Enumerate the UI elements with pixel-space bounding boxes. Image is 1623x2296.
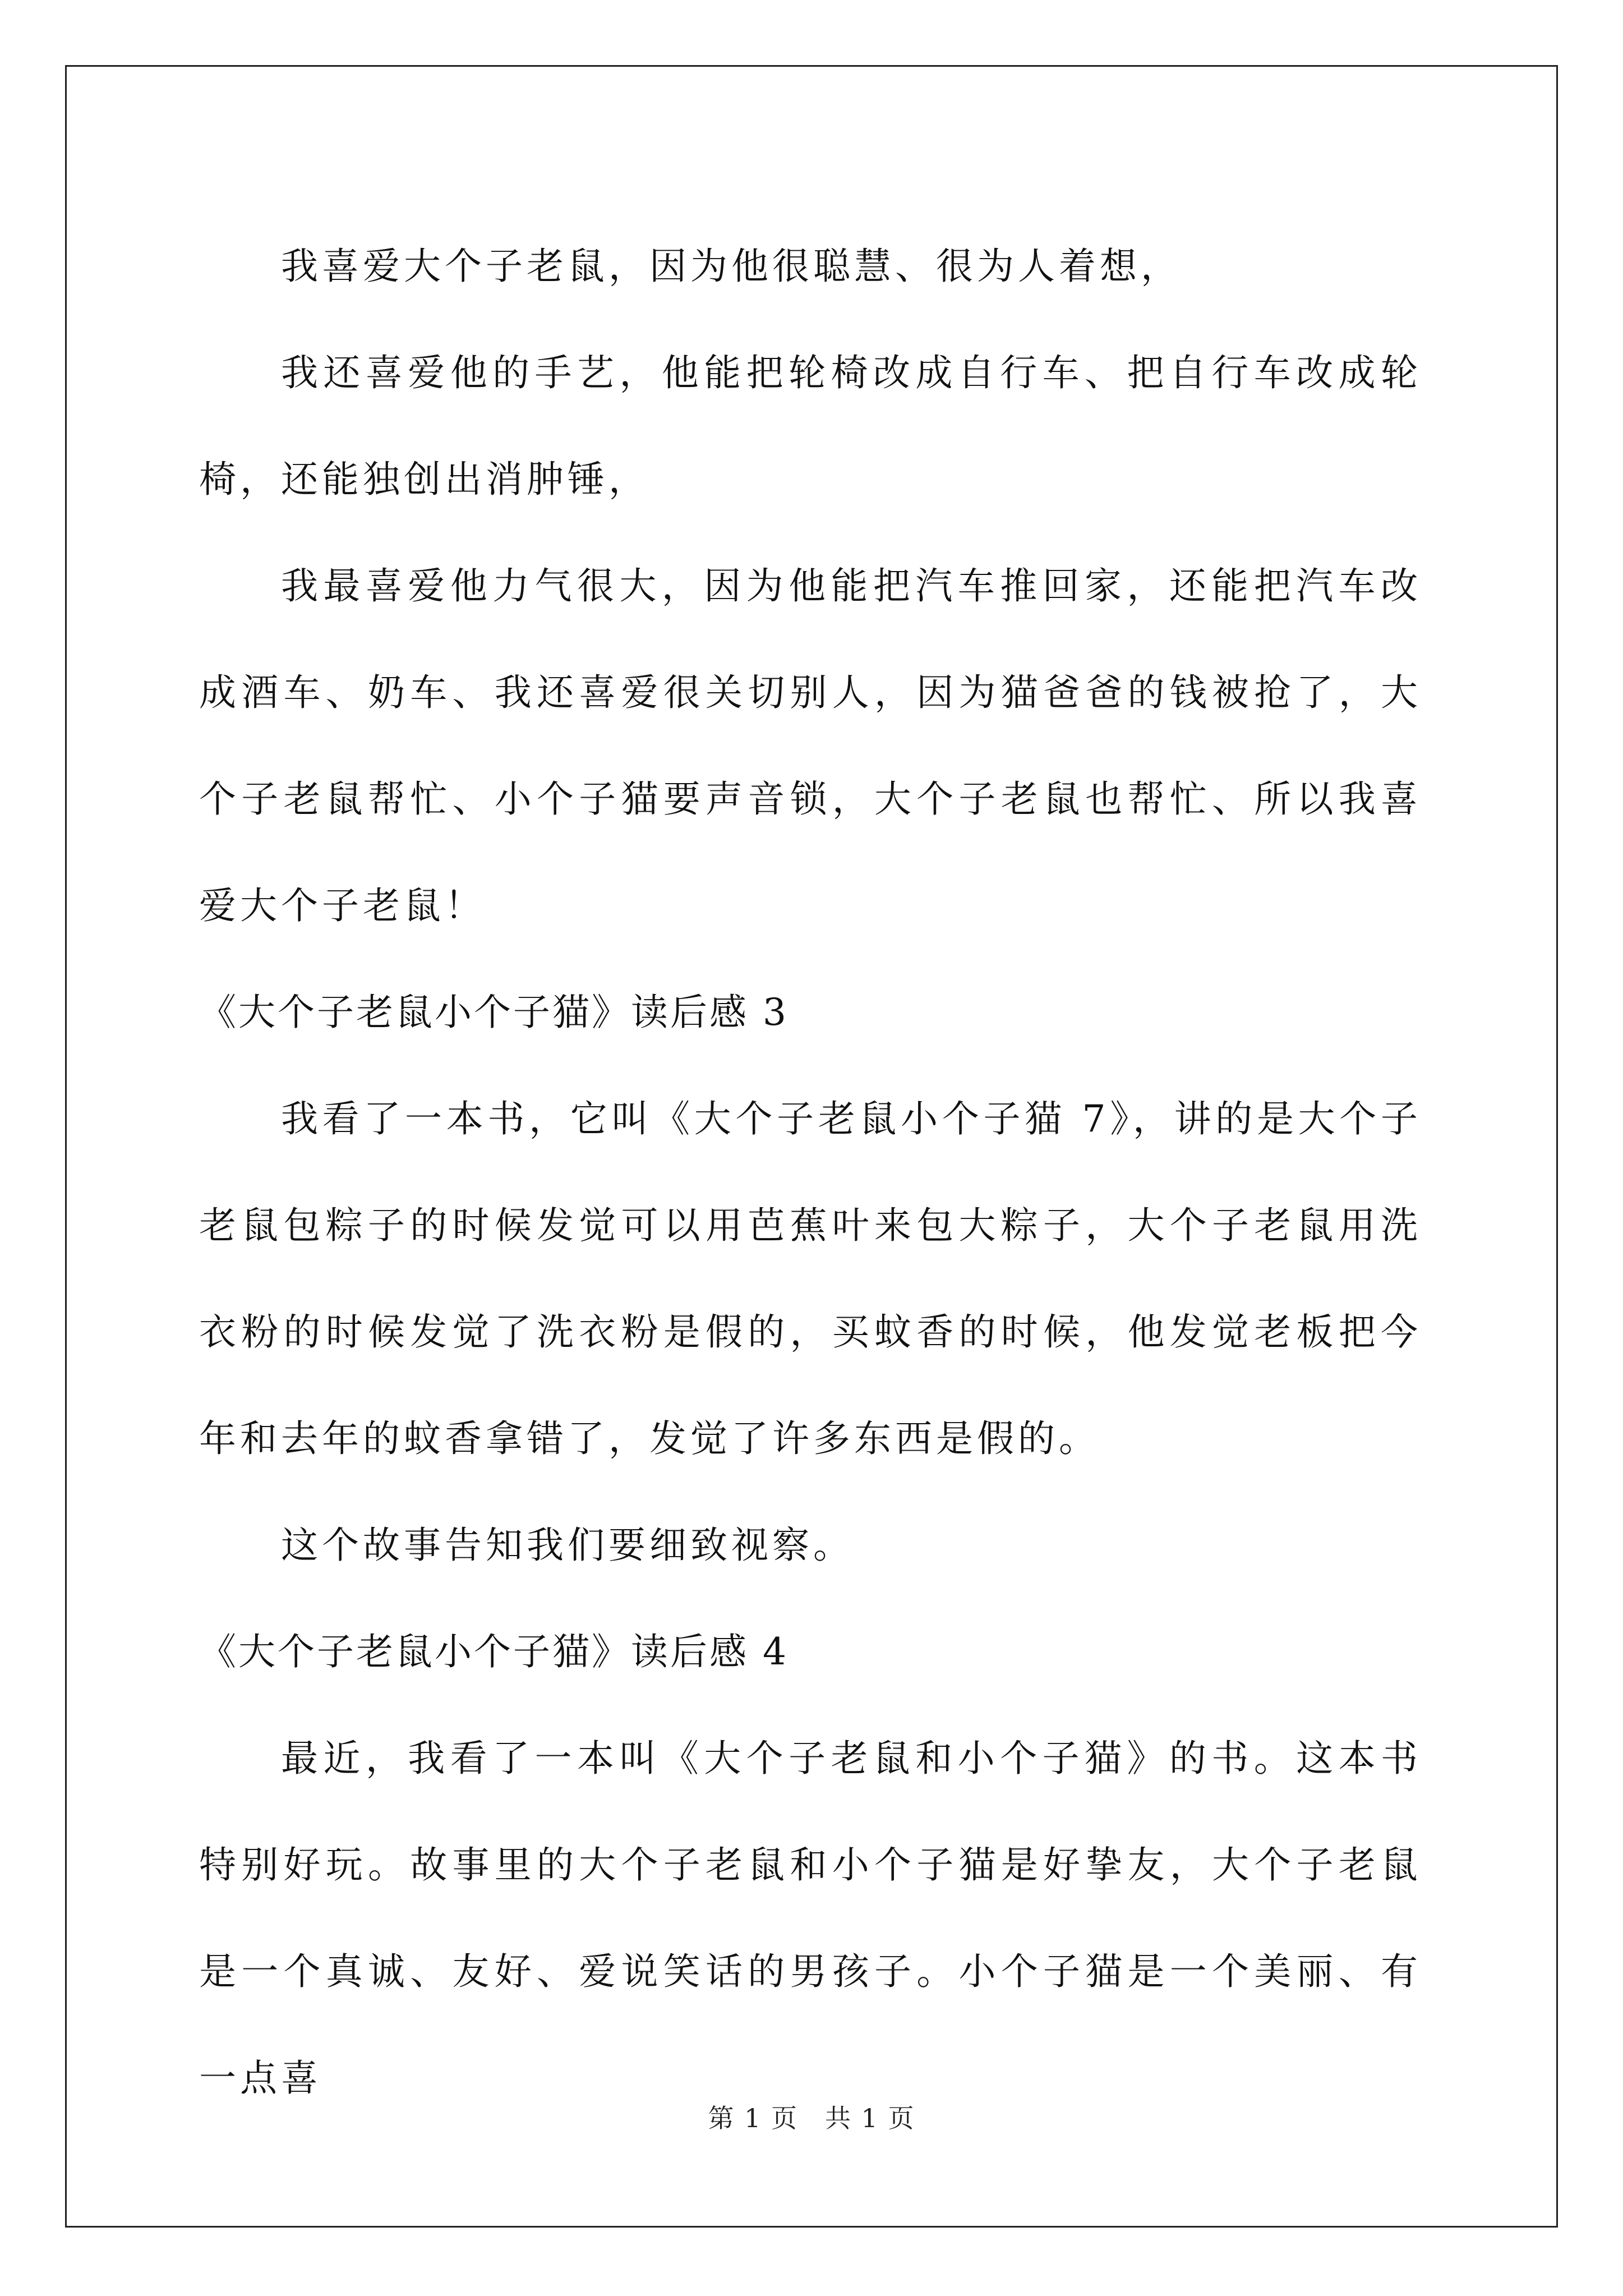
paragraph: 我喜爱大个子老鼠，因为他很聪慧、很为人着想， xyxy=(281,245,1182,288)
section-heading: 《大个子老鼠小个子猫》读后感 3 xyxy=(199,991,789,1034)
document-body xyxy=(199,213,1422,2132)
paragraph: 这个故事告知我们要细致视察。 xyxy=(281,1524,854,1567)
paragraph: 最近，我看了一本叫《大个子老鼠和小个子猫》的书。这本书特别好玩。故事里的大个子老鼠和小个子猫是好挚友，大个子老鼠是一个真诚、友好、爱说笑话的男孩子。小个子猫是一个美丽、有一点喜 xyxy=(199,1737,1422,2100)
page-footer: 第 1 页 共 1 页 xyxy=(708,2103,915,2133)
paragraph: 我看了一本书，它叫《大个子老鼠小个子猫 7》，讲的是大个子老鼠包粽子的时候发觉可以用芭蕉叶来包大粽子，大个子老鼠用洗衣粉的时候发觉了洗衣粉是假的，买蚊香的时候，他发觉老板把今年和去年的蚊香拿错了，发觉了许多东西是假的。 xyxy=(199,1097,1422,1460)
paragraph: 我最喜爱他力气很大，因为他能把汽车推回家，还能把汽车改成酒车、奶车、我还喜爱很关切别人，因为猫爸爸的钱被抢了，大个子老鼠帮忙、小个子猫要声音锁，大个子老鼠也帮忙、所以我喜爱大个子老鼠！ xyxy=(199,564,1422,927)
section-heading: 《大个子老鼠小个子猫》读后感 4 xyxy=(199,1630,789,1673)
paragraph: 我还喜爱他的手艺，他能把轮椅改成自行车、把自行车改成轮椅，还能独创出消肿锤， xyxy=(199,351,1422,501)
